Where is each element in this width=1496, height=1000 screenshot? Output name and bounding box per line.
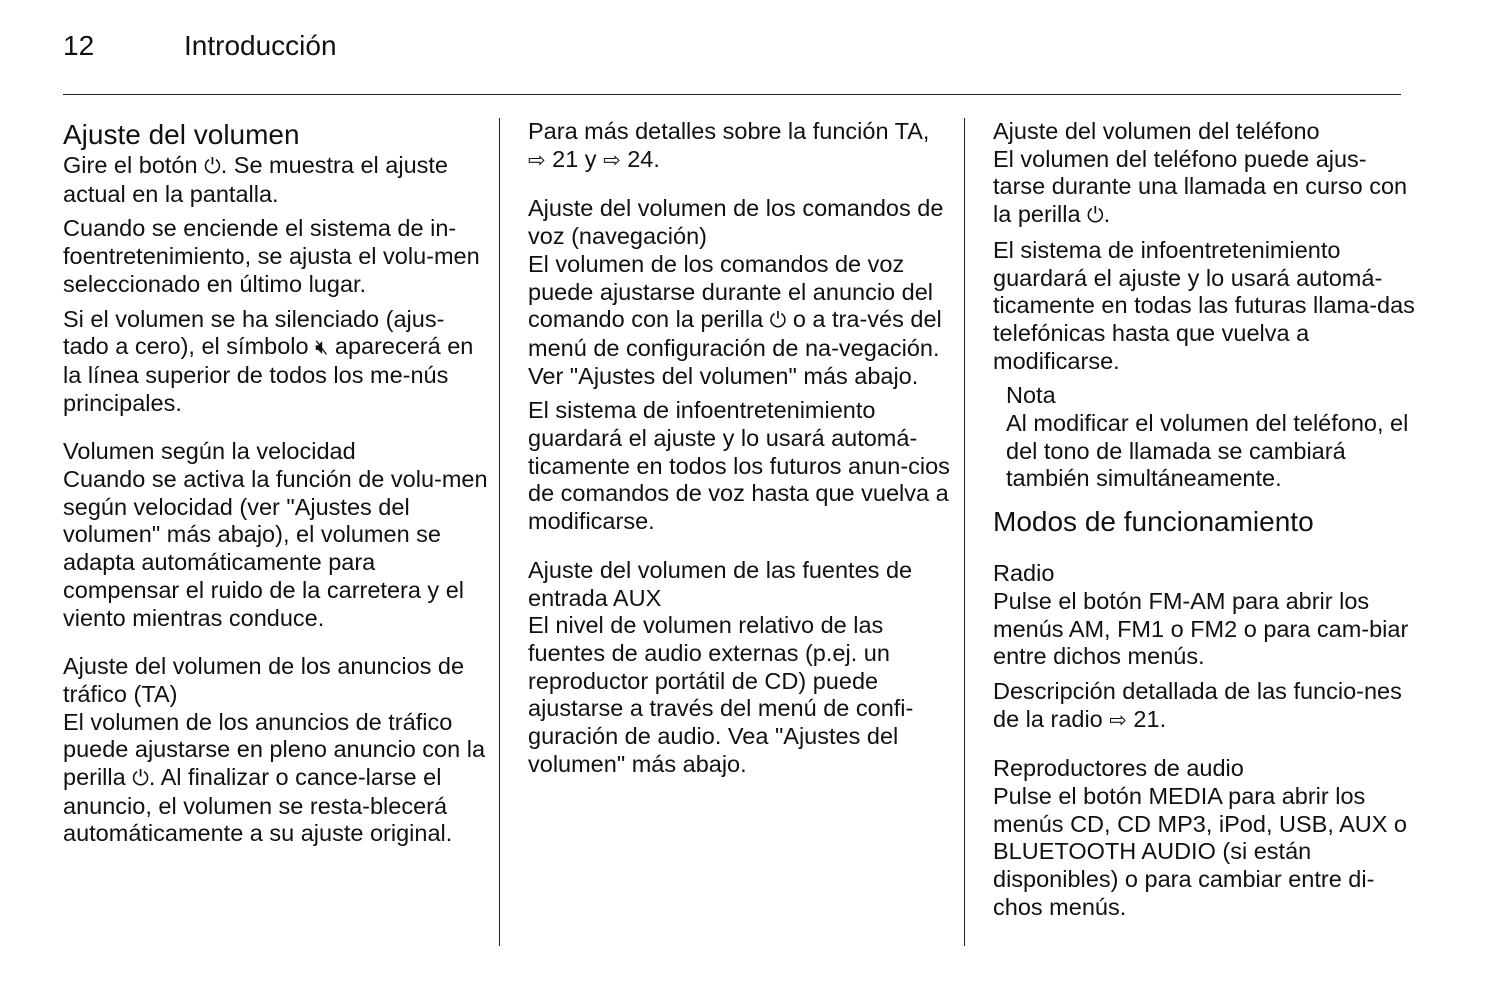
paragraph: Pulse el botón MEDIA para abrir los menús CD, CD MP3, iPod, USB, AUX o BLUETOOTH AUDIO (si están disponibles) o para cambiar entre di-chos menús. (993, 783, 1408, 920)
paragraph: El volumen de los anuncios de tráfico puede ajustarse en pleno anuncio con la perilla ⏻. Al finalizar o cance-larse el anuncio, el volumen se resta-blecerá automáticamente a su ajuste original. (63, 708, 486, 847)
paragraph: El volumen del teléfono puede ajus-tarse durante una llamada en curso con la perilla ⏻. (993, 146, 1418, 230)
power-knob-icon: ⏻ (204, 155, 221, 178)
header-rule (63, 94, 1401, 95)
page-number: 12 (63, 30, 95, 61)
heading-volume-adjust: Ajuste del volumen (63, 119, 300, 150)
column-divider (499, 118, 500, 946)
power-knob-icon: ⏻ (132, 767, 149, 791)
power-knob-icon: ⏻ (1087, 204, 1104, 228)
heading-audio-players: Reproductores de audio (993, 755, 1244, 782)
paragraph: El nivel de volumen relativo de las fuentes de audio externas (p.ej. un reproductor portátil de CD) puede ajustarse a través del menú de confi-guración de audio. Vea "Ajustes del volumen" más abajo. (528, 612, 914, 777)
column-2 (528, 118, 953, 778)
section-title: Introducción (184, 30, 337, 61)
power-knob-icon: ⏻ (769, 309, 787, 333)
paragraph: Si el volumen se ha silenciado (ajus-tado a cero), el símbolo 🔇︎ aparecerá en la línea superior de todos los me-nús principales. (63, 305, 474, 416)
page-reference-arrow-icon: ⇨ (528, 148, 546, 172)
note-box (993, 382, 1418, 493)
paragraph: El sistema de infoentretenimiento guardará el ajuste y lo usará automá-ticamente en todos los futuros anun-cios de comandos de voz hasta que vuelva a modificarse. (528, 397, 950, 535)
heading-phone-volume: Ajuste del volumen del teléfono (993, 118, 1320, 144)
column-3 (993, 118, 1418, 922)
paragraph: Cuando se activa la función de volu-men según velocidad (ver "Ajustes del volumen" más abajo), el volumen se adapta automáticamente para compensar el ruido de la carretera y el viento mientras conduce. (63, 466, 488, 631)
heading-ta-volume: Ajuste del volumen de los anuncios de tráfico (TA) (63, 653, 465, 707)
page-reference-arrow-icon: ⇨ (603, 148, 621, 172)
page-reference-arrow-icon: ⇨ (1109, 708, 1127, 732)
paragraph: Descripción detallada de las funcio-nes de la radio ⇨ 21. (993, 678, 1418, 734)
paragraph: El volumen de los comandos de voz puede ajustarse durante el anuncio del comando con la perilla ⏻ o a tra-vés del menú de configuración de na-vegación. Ver "Ajustes del volumen" más abajo. (528, 250, 942, 389)
paragraph: Pulse el botón FM-AM para abrir los menús AM, FM1 o FM2 o para cam-biar entre dichos menús. (993, 587, 1409, 670)
heading-speed-volume: Volumen según la velocidad (63, 438, 356, 465)
heading-voice-volume: Ajuste del volumen de los comandos de voz (navegación) (528, 195, 944, 250)
heading-operating-modes: Modos de funcionamiento (993, 506, 1314, 538)
paragraph: Gire el botón ⏻. Se muestra el ajuste actual en la pantalla. (63, 152, 448, 207)
note-title: Nota (1006, 382, 1056, 409)
column-divider (964, 118, 965, 946)
heading-radio: Radio (993, 560, 1055, 587)
column-1 (63, 118, 488, 848)
paragraph: Para más detalles sobre la función TA, ⇨ 21 y ⇨ 24. (528, 118, 953, 174)
paragraph: Cuando se enciende el sistema de in-foentretenimiento, se ajusta el volu-men seleccionado en último lugar. (63, 215, 480, 297)
heading-aux-volume: Ajuste del volumen de las fuentes de entrada AUX (528, 556, 913, 611)
page-header (63, 30, 1400, 70)
note-text: Al modificar el volumen del teléfono, el del tono de llamada se cambiará también simultáneamente. (1006, 410, 1409, 492)
paragraph: El sistema de infoentretenimiento guardará el ajuste y lo usará automá-ticamente en todas las futuras llama-das telefónicas hasta que vuelva a modificarse. (993, 236, 1415, 374)
mute-icon: 🔇︎ (315, 336, 329, 360)
